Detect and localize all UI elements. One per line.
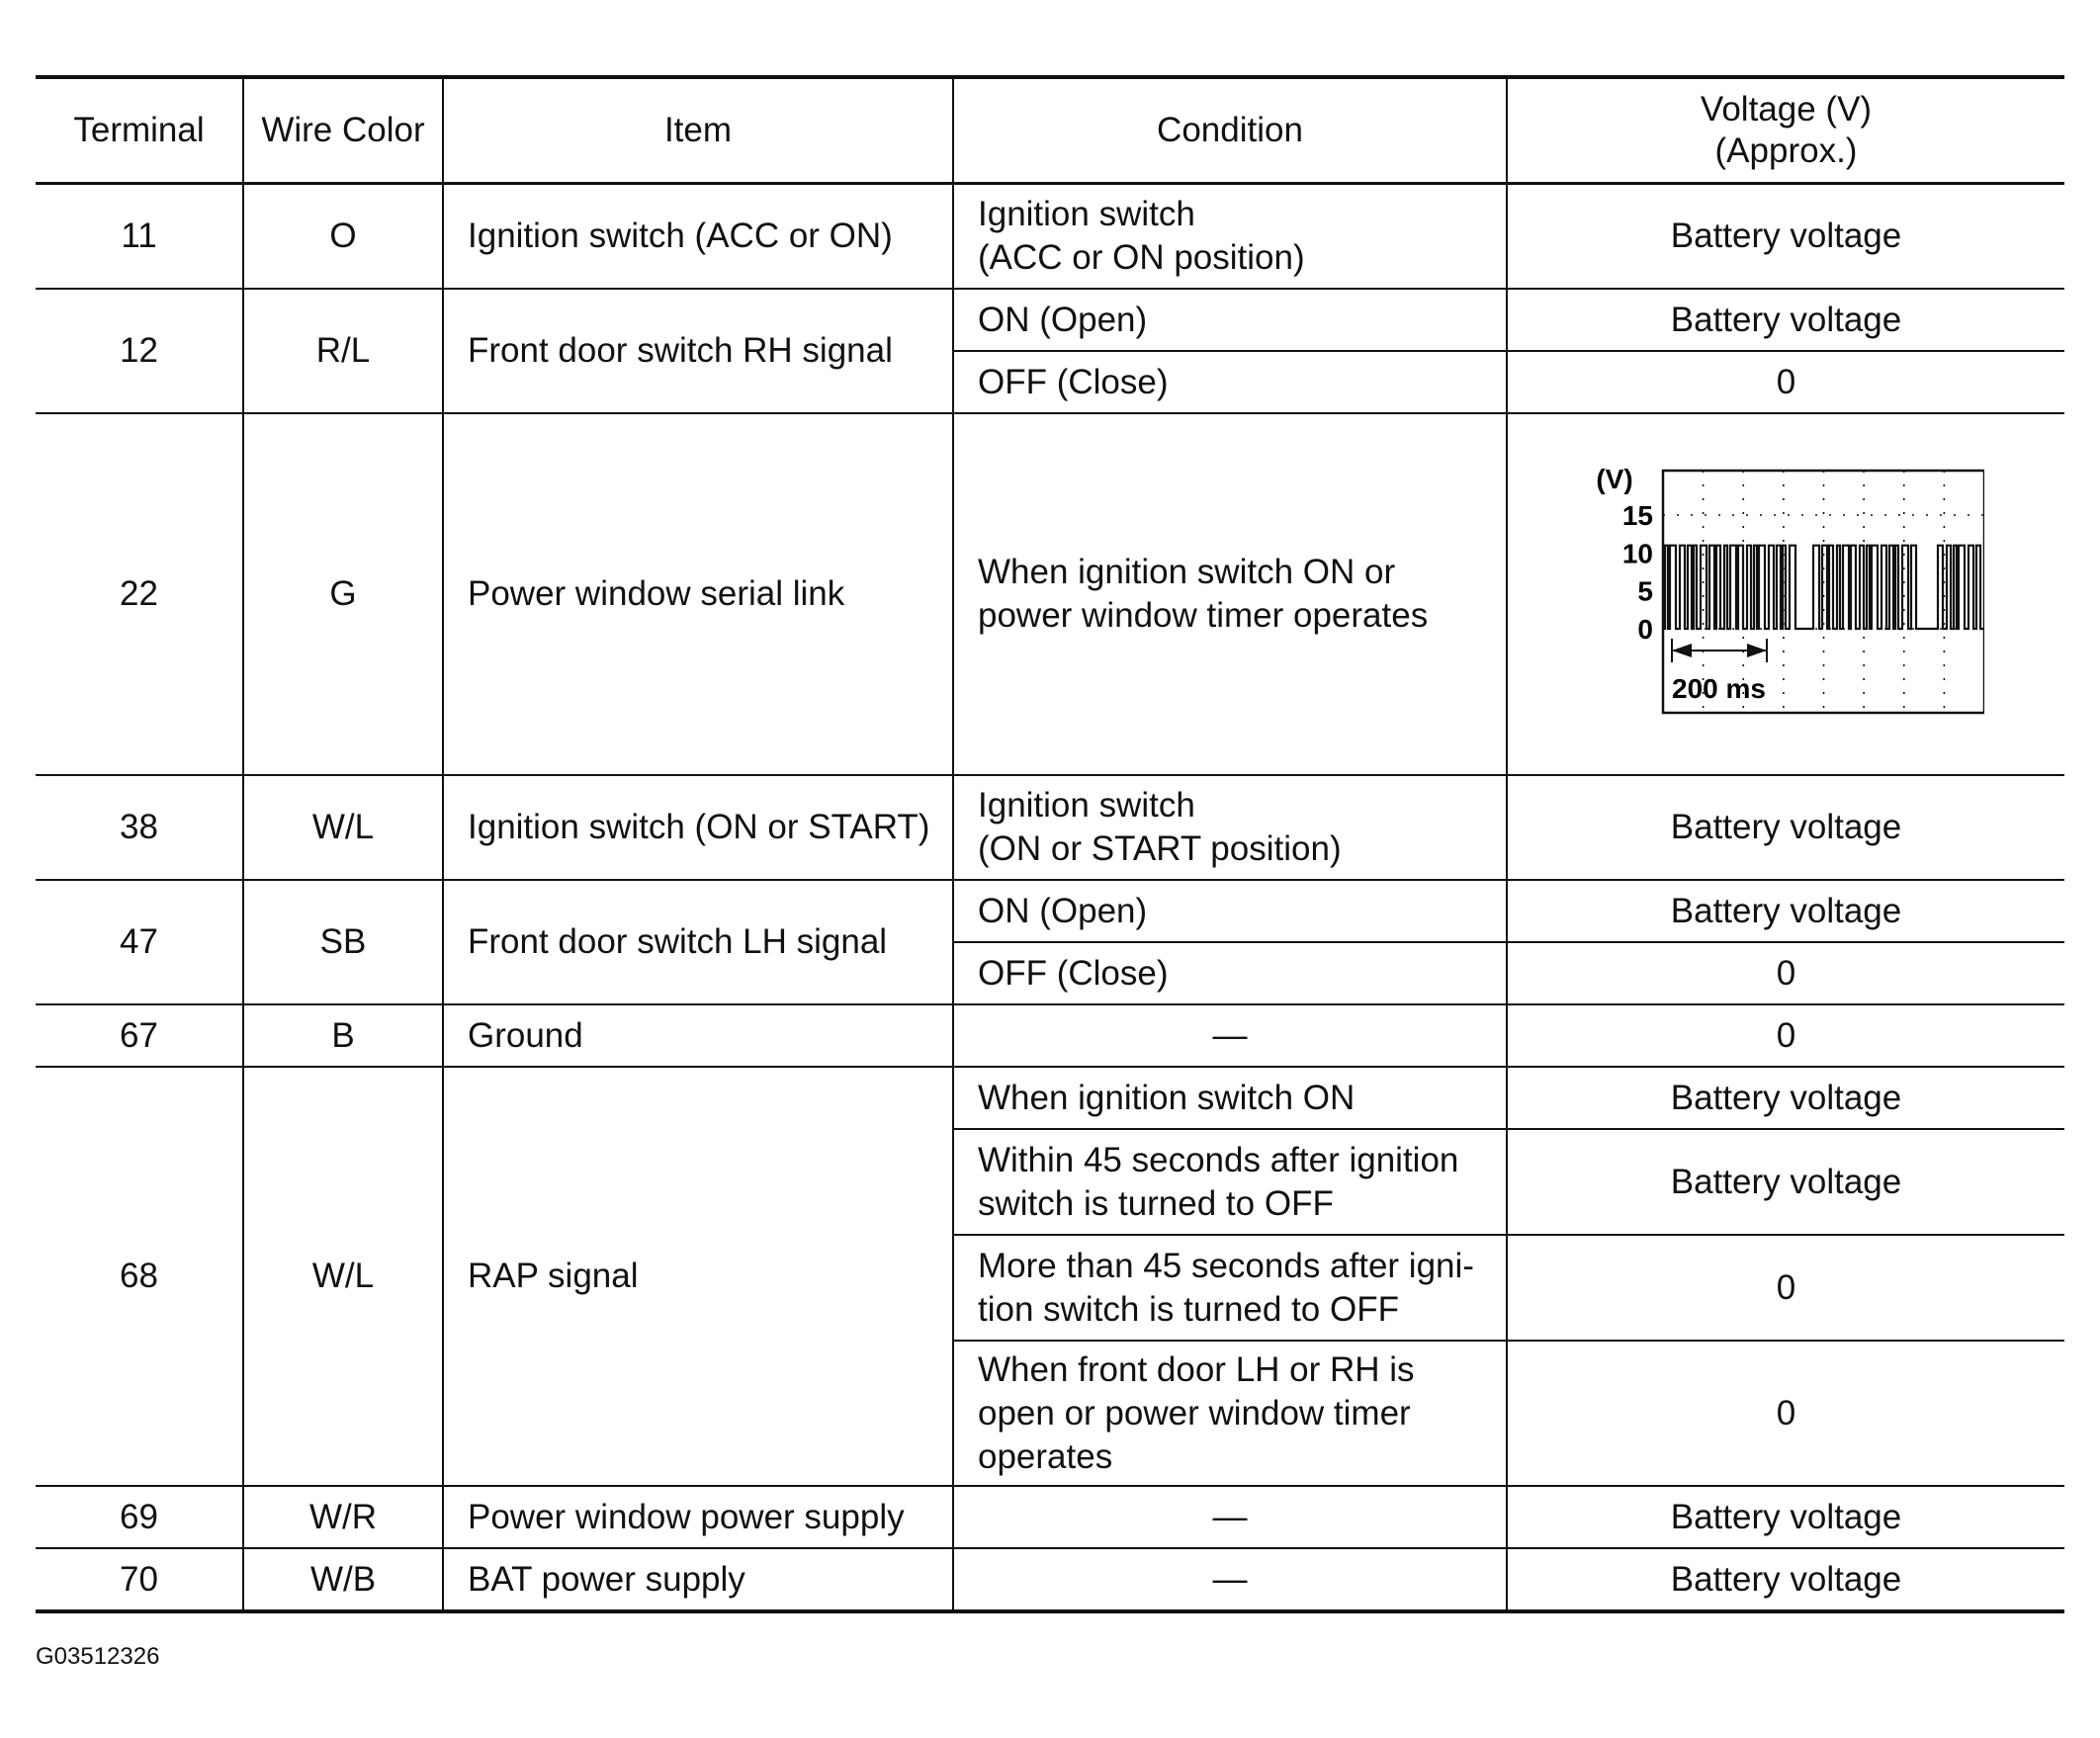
voltage-waveform-cell [1507,413,2064,775]
condition-line: Ignition switch [978,786,1195,825]
voltage-cell: Battery voltage [1507,289,2064,351]
wire-color-cell: O [243,184,443,290]
time-scale-marker [1672,639,1767,704]
condition-cell: When ignition switch ON [953,1067,1507,1129]
condition-cell: OFF (Close) [953,942,1507,1004]
terminal-cell: 47 [36,880,243,1004]
time-scale-arrow-right [1747,644,1767,657]
condition-line: Within 45 seconds after ignition [978,1140,1459,1179]
voltage-cell: 0 [1507,1004,2064,1067]
terminal-cell: 67 [36,1004,243,1067]
condition-line: power window timer operates [978,596,1429,635]
wire-color-cell: B [243,1004,443,1067]
figure-id: G03512326 [36,1643,160,1670]
item-cell: RAP signal [443,1067,953,1486]
header-wire-color: Wire Color [243,77,443,184]
table-row [36,1486,2064,1548]
terminal-cell: 12 [36,289,243,413]
header-terminal: Terminal [36,77,243,184]
voltage-cell: Battery voltage [1507,1129,2064,1235]
voltage-cell: 0 [1507,1235,2064,1341]
voltage-cell: 0 [1507,351,2064,413]
item-cell: Front door switch RH signal [443,289,953,413]
voltage-cell: Battery voltage [1507,1486,2064,1548]
time-scale-arrow-left [1672,644,1692,657]
wire-color-cell: W/B [243,1548,443,1611]
item-cell: Power window power supply [443,1486,953,1548]
condition-line: open or power window timer [978,1393,1411,1433]
condition-cell: — [953,1486,1507,1548]
item-cell: Ignition switch (ON or START) [443,775,953,880]
wire-color-cell: W/L [243,775,443,880]
terminal-cell: 69 [36,1486,243,1548]
table-row [36,880,2064,942]
condition-line: More than 45 seconds after igni- [978,1246,1474,1285]
item-cell: Power window serial link [443,413,953,775]
wire-color-cell: G [243,413,443,775]
terminal-cell: 38 [36,775,243,880]
table-row [36,413,2064,775]
chart-y-tick-label: 10 [1621,538,1653,569]
wire-color-cell: R/L [243,289,443,413]
header-voltage-line2: (Approx.) [1714,131,1858,170]
table-header-row [36,77,2064,184]
item-cell: Ground [443,1004,953,1067]
condition-cell: ON (Open) [953,289,1507,351]
condition-cell [953,1235,1507,1341]
item-cell: Ignition switch (ACC or ON) [443,184,953,290]
voltage-cell: Battery voltage [1507,775,2064,880]
voltage-cell: 0 [1507,1341,2064,1486]
table-row [36,184,2064,290]
voltage-cell: Battery voltage [1507,184,2064,290]
terminal-cell: 11 [36,184,243,290]
condition-cell [953,184,1507,290]
table-row [36,1067,2064,1129]
header-voltage [1507,77,2064,184]
header-voltage-line1: Voltage (V) [1700,90,1873,129]
condition-cell: — [953,1004,1507,1067]
wire-color-cell: W/L [243,1067,443,1486]
chart-y-ticks [1621,500,1652,645]
condition-cell [953,1341,1507,1486]
condition-cell [953,413,1507,775]
voltage-cell: Battery voltage [1507,1548,2064,1611]
condition-line: (ACC or ON position) [978,238,1305,277]
condition-line: tion switch is turned to OFF [978,1289,1399,1329]
item-cell: BAT power supply [443,1548,953,1611]
condition-line: operates [978,1436,1113,1476]
chart-y-tick-label: 15 [1621,500,1653,531]
chart-y-axis-label: (V) [1595,464,1633,494]
serial-link-waveform-chart [1589,461,1984,728]
condition-cell: ON (Open) [953,880,1507,942]
voltage-cell: Battery voltage [1507,1067,2064,1129]
condition-cell: — [953,1548,1507,1611]
header-item: Item [443,77,953,184]
chart-y-tick-label: 0 [1636,614,1653,645]
terminal-cell: 68 [36,1067,243,1486]
condition-line: When ignition switch ON or [978,553,1396,591]
condition-cell: OFF (Close) [953,351,1507,413]
wire-color-cell: W/R [243,1486,443,1548]
voltage-cell: Battery voltage [1507,880,2064,942]
table-row [36,289,2064,351]
condition-line: When front door LH or RH is [978,1349,1415,1389]
condition-line: (ON or START position) [978,829,1342,868]
voltage-cell: 0 [1507,942,2064,1004]
terminal-cell: 70 [36,1548,243,1611]
header-condition: Condition [953,77,1507,184]
chart-signal-line [1663,546,1984,629]
chart-y-tick-label: 5 [1636,575,1653,607]
terminal-voltage-table [36,75,2064,1613]
table-row [36,1004,2064,1067]
terminal-cell: 22 [36,413,243,775]
table-row [36,775,2064,880]
table-row [36,1548,2064,1611]
wire-color-cell: SB [243,880,443,1004]
time-scale-label: 200 ms [1671,673,1766,704]
condition-cell [953,775,1507,880]
item-cell: Front door switch LH signal [443,880,953,1004]
condition-cell [953,1129,1507,1235]
condition-line: switch is turned to OFF [978,1183,1334,1223]
condition-line: Ignition switch [978,195,1195,233]
